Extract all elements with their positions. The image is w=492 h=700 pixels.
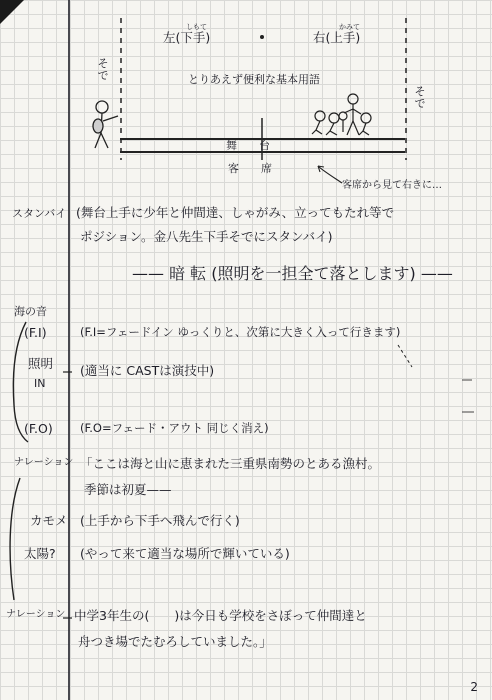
audience-note: 客席から見て右きに… [342,180,442,191]
lighting-text: (適当に CASTは演技中) [80,363,215,378]
fade-in-text: (F.I=フェードイン ゆっくりと、次第に大きく入って行きます) [80,325,401,339]
standby-line-2: ポジション。金八先生下手そでにスタンバイ) [80,229,333,244]
lighting-label: 照明 [28,356,54,371]
fade-out-text: (F.O=フェード・アウト 同じく消え) [80,421,269,435]
audience-label: 客 席 [228,162,272,175]
sun-text: (やって来て適当な場所で輝いている) [80,546,290,561]
narration-brace [10,478,20,600]
sun-label: 太陽? [24,546,56,561]
right-wing-label: そで [414,85,426,110]
narration-1-line-2: 季節は初夏—— [84,482,172,497]
left-stage-ruby: しもて [186,23,207,31]
standby-line-1: (舞台上手に少年と仲間達、しゃがみ、立ってもたれ等で [76,205,395,220]
fade-out-label: (F.O) [24,421,53,436]
diagram-caption: とりあえず便利な基本用語 [188,73,320,86]
right-stage-label: 右(上手) [313,30,361,45]
stage-label: 舞 台 [226,139,270,152]
teacher-figure-icon [93,101,118,148]
center-dot [260,35,264,39]
page-number: 2 [470,680,478,694]
lighting-in-label: IN [34,377,46,390]
left-wing-label: そで [97,57,109,82]
seagull-label: カモメ [30,513,68,528]
note-arrow [318,166,342,183]
fade-in-label: (F.I) [24,325,47,340]
narration-1-label: ナレーション [14,457,74,468]
standby-label: スタンバイ [12,207,67,220]
left-stage-label: 左(下手) [163,30,211,45]
blackout-heading: —— 暗 転 (照明を一担全て落とします) —— [132,264,453,283]
narration-1-line-1: 「ここは海と山に恵まれた三重県南勢のとある漁村。 [80,456,381,471]
narration-2-label: ナレーション [6,609,66,620]
right-stage-ruby: かみて [339,23,360,31]
students-group-icon [312,94,371,135]
narration-2-line-2: 舟つき場でたむろしていました。」 [78,634,272,649]
seagull-text: (上手から下手へ飛んで行く) [80,513,240,528]
narration-2-line-1: 中学3年生の( )は今日も学校をさぼって仲間達と [74,608,367,623]
sea-sound-label: 海の音 [14,305,47,318]
